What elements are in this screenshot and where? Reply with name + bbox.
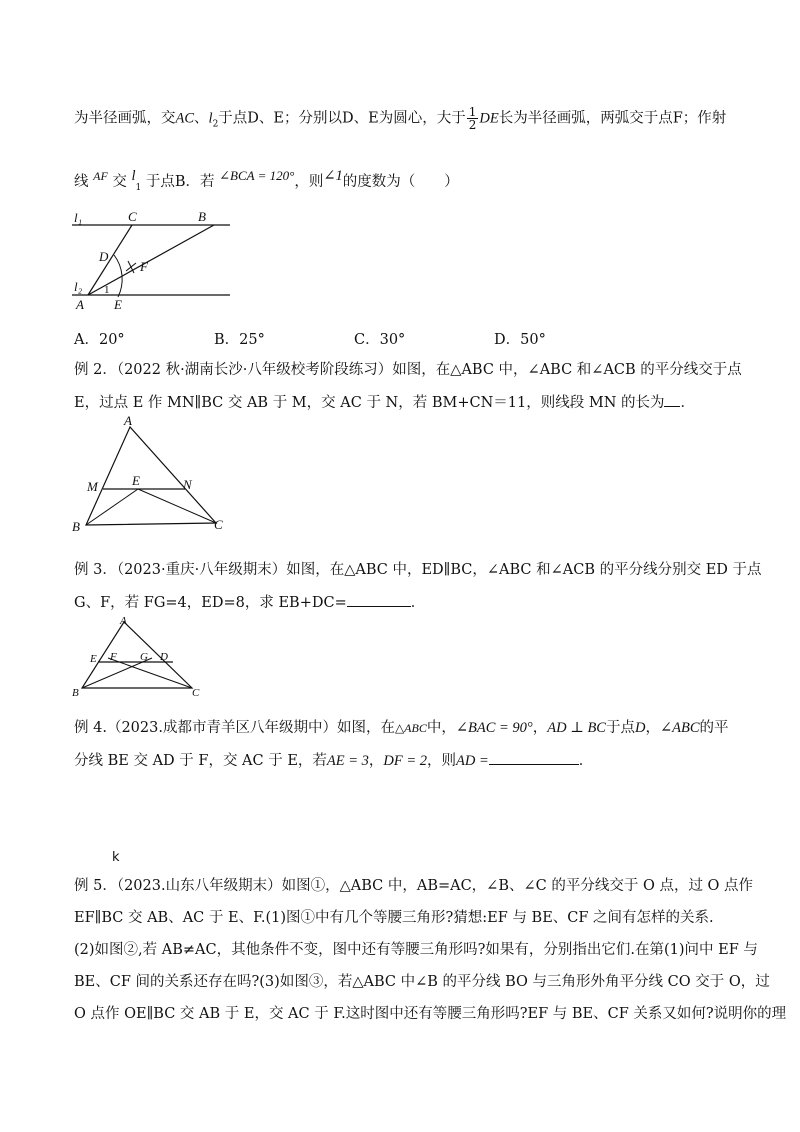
triangle-abc xyxy=(82,622,192,688)
choice-d: D．50° xyxy=(494,332,546,348)
q5-line4: BE、CF 间的关系还存在吗?(3)如图③，若△ABC 中∠B 的平分线 BO 与三角形外角平分线 CO 交于 O，过 xyxy=(74,974,770,990)
q1-math-de: DE xyxy=(479,110,499,127)
label-l2: l₂ xyxy=(74,279,83,294)
q5-line1: 例 5．（2023.山东八年级期末）如图①，△ABC 中，AB=AC，∠B、∠C 的平分线交于 O 点，过 O 点作 xyxy=(74,878,754,894)
triangle-abc xyxy=(86,427,216,525)
q4-answer-blank xyxy=(489,750,579,765)
q1-math-ac: AC xyxy=(175,110,195,127)
q2-answer-blank xyxy=(664,392,680,407)
q5-line3: (2)如图②,若 AB≠AC，其他条件不变，图中还有等腰三角形吗?如果有，分别指出它们.在第(1)问中 EF 与 xyxy=(74,942,758,958)
choice-c: C．30° xyxy=(354,332,406,348)
q1-line1 xyxy=(74,106,734,134)
q2-text: E，过点 E 作 MN∥BC 交 AB 于 M，交 AC 于 N，若 BM+CN＝11，则线段 MN 的长为 xyxy=(74,395,665,411)
frac-den: 2 xyxy=(468,118,477,132)
label-c: C xyxy=(128,209,137,224)
label-angle-1: 1 xyxy=(104,284,110,296)
q4-math-tri: △ABC xyxy=(394,721,427,735)
q1-math-l2: l xyxy=(208,110,213,127)
q4-math-d: D xyxy=(634,720,646,736)
label-a: A xyxy=(124,415,132,428)
q4-text: 的平 xyxy=(699,720,729,736)
q4-text: ， xyxy=(645,720,660,736)
q4-line1 xyxy=(74,718,734,738)
label-f: F xyxy=(110,651,117,663)
q4-text: 分线 BE 交 AD 于 F，交 AC 于 E，若 xyxy=(74,753,327,769)
label-b: B xyxy=(72,687,79,698)
q4-text: 中， xyxy=(426,720,456,736)
label-g: G xyxy=(140,651,148,663)
q1-text: 的度数为（ ） xyxy=(342,174,459,190)
q1-sub: 1 xyxy=(135,182,142,193)
q5-line2: EF∥BC 交 AB、AC 于 E、F.(1)图①中有几个等腰三角形?猜想:EF 与 BE、CF 之间有怎样的关系. xyxy=(74,910,714,926)
q3-line1: 例 3．（2023·重庆·八年级期末）如图，在△ABC 中，ED∥BC，∠ABC 和∠ACB 的平分线分别交 ED 于点 xyxy=(74,562,762,578)
q1-text: 、 xyxy=(194,110,209,127)
q4-text-end: ． xyxy=(578,753,594,769)
label-b: B xyxy=(198,209,206,224)
q4-math-bac: ∠BAC = 90° xyxy=(455,720,533,736)
segment-ac xyxy=(88,225,132,295)
q4-math-ae: AE = 3 xyxy=(326,753,369,769)
q2-text-end: ． xyxy=(680,395,695,411)
label-c: C xyxy=(192,687,200,698)
q4-text: 于点 xyxy=(605,720,635,736)
q1-figure xyxy=(68,205,238,315)
label-e: E xyxy=(132,473,140,488)
stray-mark: k xyxy=(112,850,120,865)
q4-math-ad: AD = xyxy=(456,753,489,769)
label-d: D xyxy=(99,249,109,264)
label-a: A xyxy=(120,615,127,627)
q1-math-angle1: ∠1 xyxy=(323,168,343,184)
label-b: B xyxy=(72,519,80,533)
q1-math-l1: l xyxy=(131,168,136,184)
segment-ce xyxy=(138,489,216,523)
q4-text: ， xyxy=(368,753,384,769)
label-e: E xyxy=(90,653,97,665)
q1-text: 于点D、E；分别以D、E为圆心，大于 xyxy=(218,110,466,127)
label-a: A xyxy=(76,297,84,312)
q2-figure xyxy=(68,415,238,533)
q4-math-ad-perp: AD ⊥ BC xyxy=(547,720,606,736)
q2-line1: 例 2．（2022 秋·湖南长沙·八年级校考阶段练习）如图，在△ABC 中，∠ABC 和∠ACB 的平分线交于点 xyxy=(74,362,742,378)
q1-text: 长为半径画弧，两弧交于点F；作射 xyxy=(498,110,727,127)
q4-text: ，则 xyxy=(427,753,457,769)
q1-math-angle-bca: ∠BCA = 120° xyxy=(219,168,295,183)
q2-line2 xyxy=(74,392,734,413)
choice-b: B．25° xyxy=(214,332,265,348)
label-m: M xyxy=(87,479,98,494)
label-e: E xyxy=(114,297,122,312)
q5-line5: O 点作 OE∥BC 交 AB 于 E，交 AC 于 F.这时图中还有等腰三角形吗?EF 与 BE、CF 关系又如何?说明你的理 xyxy=(74,1006,787,1022)
q1-text: ，则 xyxy=(294,174,324,190)
q3-line2 xyxy=(74,592,734,613)
label-d: D xyxy=(160,651,168,663)
arc-de xyxy=(114,255,122,297)
q1-math-af: AF xyxy=(93,169,108,183)
q3-text: G、F，若 FG=4，ED=8，求 EB+DC= xyxy=(74,595,347,611)
q1-text: 为半径画弧，交 xyxy=(74,110,176,127)
q4-line2 xyxy=(74,750,734,771)
q1-text: 线 xyxy=(74,174,89,190)
q1-line2 xyxy=(74,166,734,198)
q1-sub: 2 xyxy=(212,119,219,130)
q3-answer-blank xyxy=(347,592,411,607)
label-l1: l₁ xyxy=(74,210,83,225)
q3-figure xyxy=(68,614,208,698)
q4-math-df: DF = 2 xyxy=(383,753,428,769)
q4-math-abc: ∠ABC xyxy=(659,720,700,736)
frac-num: 1 xyxy=(468,105,477,119)
label-c: C xyxy=(214,517,223,532)
q1-text: 交 xyxy=(112,174,127,190)
q1-text: 于点B．若 xyxy=(145,174,215,190)
q1-fraction xyxy=(467,106,479,131)
label-f: F xyxy=(140,259,148,274)
label-n: N xyxy=(183,477,192,492)
q4-text: ， xyxy=(532,720,548,736)
q3-text-end: ． xyxy=(410,595,426,611)
q4-text: 例 4.（2023.成都市青羊区八年级期中）如图，在 xyxy=(74,720,395,736)
choice-a: A．20° xyxy=(74,332,125,348)
